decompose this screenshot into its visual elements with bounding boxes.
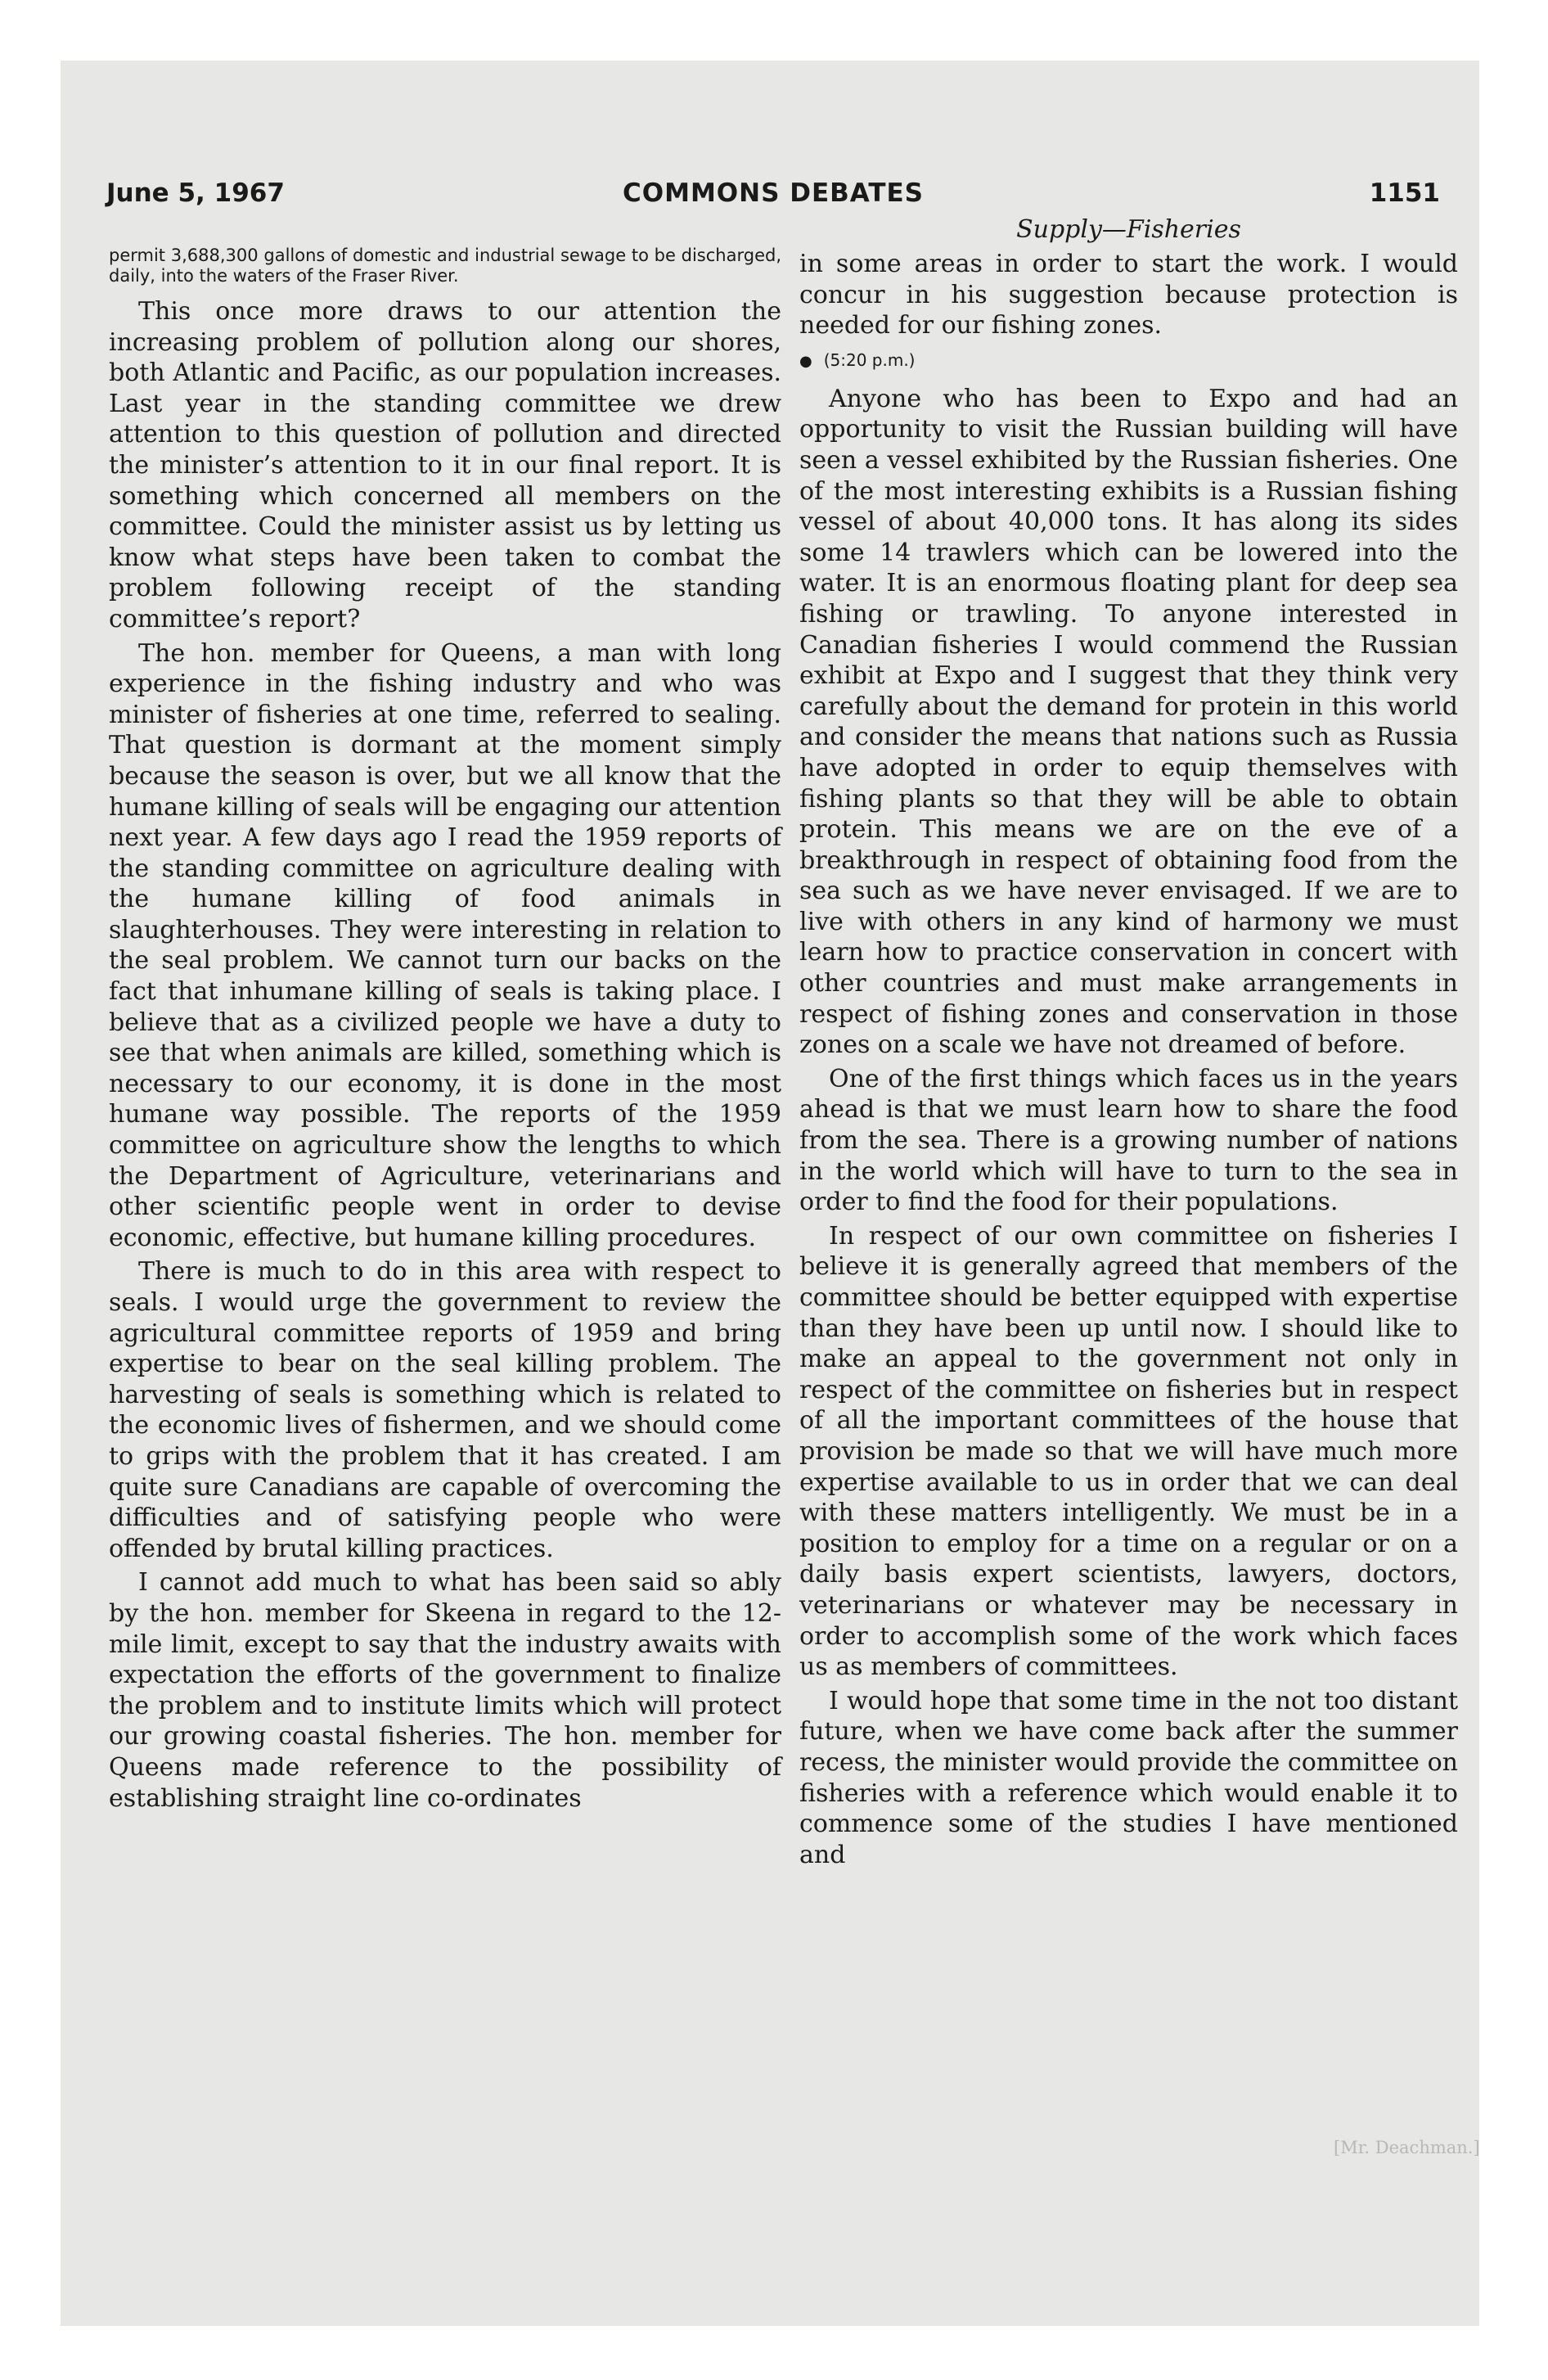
right-opening-text: in some areas in order to start the work. I would concur in his suggestion because protection is needed for our fishing zones. (799, 250, 1458, 340)
right-column (799, 214, 1458, 1870)
left-paragraph: I cannot add much to what has been said so ably by the hon. member for Skeena in regard to the 12-mile limit, except to say that the industry awaits with expectation the efforts of the government to finalize the problem and to institute limits which will protect our growing coastal fisheries. The hon. member for Queens made reference to the possibility of establishing straight line co-ordinates (109, 1568, 781, 1813)
header-date: June 5, 1967 (106, 178, 285, 208)
timestamp-text: (5:20 p.m.) (823, 349, 916, 370)
left-column (109, 246, 781, 1814)
left-opening-text: permit 3,688,300 gallons of domestic and industrial sewage to be discharged, daily, into the waters of the Fraser River. (109, 246, 781, 286)
page-header (106, 178, 1440, 214)
right-paragraph: One of the first things which faces us in the years ahead is that we must learn how to share the food from the sea. There is a growing number of nations in the world which will have to turn to the sea in order to find the food for their populations. (799, 1064, 1458, 1217)
header-title: COMMONS DEBATES (623, 178, 924, 208)
left-paragraph: This once more draws to our attention the increasing problem of pollution along our shores, both Atlantic and Pacific, as our population increases. Last year in the standing committee we drew attention to this question of pollution and directed the minister’s attention to it in our final report. It is something which concerned all members on the committee. Could the minister assist us by letting us know what steps have been taken to combat the problem following receipt of the standing committee’s report? (109, 297, 781, 633)
header-page-number: 1151 (1369, 178, 1440, 208)
bullet-icon: ● (799, 352, 812, 370)
running-head: Supply—Fisheries (1016, 215, 1241, 244)
right-paragraph: Anyone who has been to Expo and had an opportunity to visit the Russian building will have seen a vessel exhibited by the Russian fisheries. One of the most interesting exhibits is a Russian fishing vessel of about 40,000 tons. It has along its sides some 14 trawlers which can be lowered into the water. It is an enormous floating plant for deep sea fishing or trawling. To anyone interested in Canadian fisheries I would commend the Russian exhibit at Expo and I suggest that they think very carefully about the demand for protein in this world and consider the means that nations such as Russia have adopted in order to equip themselves with fishing plants so that they will be able to obtain protein. This means we are on the eve of a breakthrough in respect of obtaining food from the sea such as we have never envisaged. If we are to live with others in any kind of harmony we must learn how to practice conservation in concert with other countries and must make arrangements in respect of fishing zones and conservation in those zones on a scale we have not dreamed of before. (799, 384, 1458, 1060)
right-paragraph: I would hope that some time in the not too distant future, when we have come back after the summer recess, the minister would provide the committee on fisheries with a reference which would enable it to commence some of the studies I have mentioned and (799, 1686, 1458, 1869)
footer-speaker-note: [Mr. Deachman.] (1334, 2138, 1480, 2157)
timestamp (799, 346, 1458, 376)
left-paragraph: There is much to do in this area with respect to seals. I would urge the government to review the agricultural committee reports of 1959 and bring expertise to bear on the seal killing problem. The harvesting of seals is something which is related to the economic lives of fishermen, and we should come to grips with the problem that it has created. I am quite sure Canadians are capable of overcoming the difficulties and of satisfying people who were offended by brutal killing practices. (109, 1257, 781, 1563)
right-paragraph: In respect of our own committee on fisheries I believe it is generally agreed that members of the committee should be better equipped with expertise than they have been up until now. I should like to make an appeal to the government not only in respect of the committee on fisheries but in respect of all the important committees of the house that provision be made so that we will have much more expertise available to us in order that we can deal with these matters intelligently. We must be in a position to employ for a time on a regular or on a daily basis expert scientists, lawyers, doctors, veterinarians or whatever may be necessary in order to accomplish some of the work which faces us as members of committees. (799, 1221, 1458, 1682)
left-paragraph: The hon. member for Queens, a man with long experience in the fishing industry and who was minister of fisheries at one time, referred to sealing. That question is dormant at the moment simply because the season is over, but we all know that the humane killing of seals will be engaging our attention next year. A few days ago I read the 1959 reports of the standing committee on agriculture dealing with the humane killing of food animals in slaughterhouses. They were interesting in relation to the seal problem. We cannot turn our backs on the fact that inhumane killing of seals is taking place. I believe that as a civilized people we have a duty to see that when animals are killed, something which is necessary to our economy, it is done in the most humane way possible. The reports of the 1959 committee on agriculture show the lengths to which the Department of Agriculture, veterinarians and other scientific people went in order to devise economic, effective, but humane killing procedures. (109, 638, 781, 1252)
